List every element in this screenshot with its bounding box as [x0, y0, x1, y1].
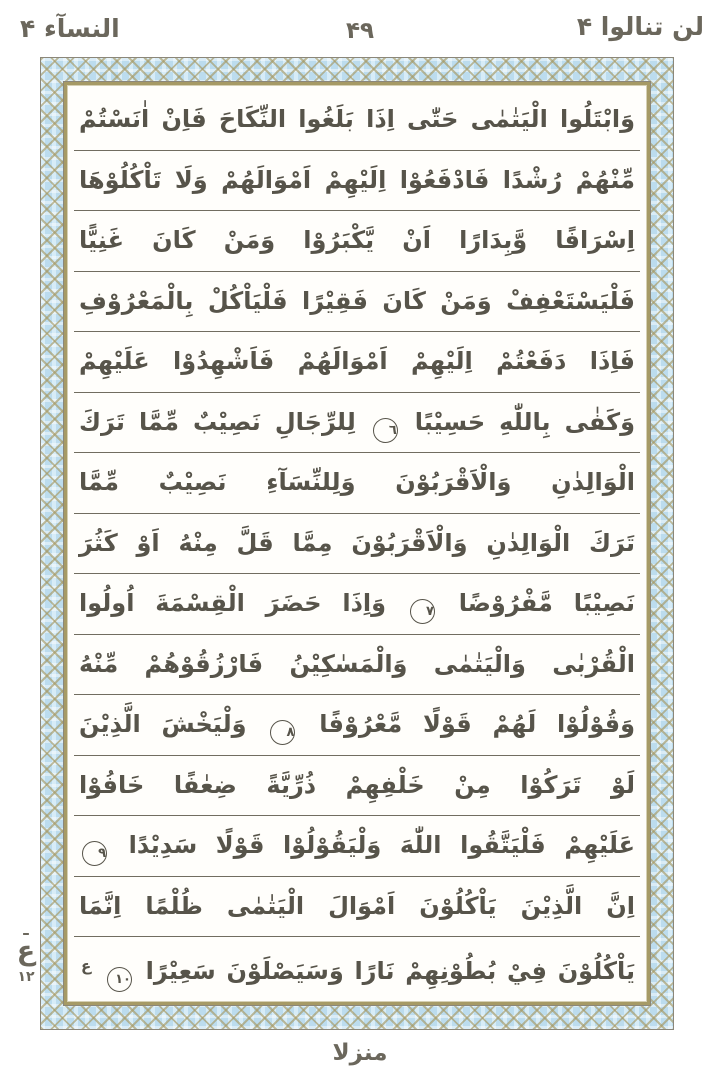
quran-line-14 — [74, 877, 640, 938]
ruku-margin-marker — [12, 920, 40, 985]
verse-lines — [74, 90, 640, 997]
verse-text: اِسْرَافًا وَّبِدَارًا اَنْ يَّكْبَرُوْا وَمَنْ كَانَ غَنِيًّا — [79, 226, 635, 255]
quran-line-13 — [74, 816, 640, 877]
quran-line-10 — [74, 635, 640, 696]
page-number: ۴۹ — [345, 18, 375, 44]
ruku-number: ۱۲ — [17, 969, 35, 985]
quran-line-1 — [74, 90, 640, 151]
ruku-ain-letter: ع — [16, 936, 36, 967]
verse-text: وَكَفٰى بِاللّٰهِ حَسِيْبًا — [414, 407, 635, 436]
verse-text: تَرَكَ الْوَالِدٰنِ وَالْاَقْرَبُوْنَ مِمَّا قَلَّ مِنْهُ اَوْ كَثُرَ — [79, 528, 635, 557]
verse-text: فَلْيَسْتَعْفِفْ وَمَنْ كَانَ فَقِيْرًا فَلْيَاْكُلْ بِالْمَعْرُوْفِ — [79, 286, 635, 315]
quran-line-7 — [74, 453, 640, 514]
aya-end-marker: ٦ — [373, 418, 398, 443]
quran-line-11 — [74, 695, 640, 756]
verse-text: فَاِذَا دَفَعْتُمْ اِلَيْهِمْ اَمْوَالَهُمْ فَاَشْهِدُوْا عَلَيْهِمْ — [79, 347, 635, 376]
aya-end-marker: ٩ — [82, 841, 107, 866]
verse-text: مِّنْهُمْ رُشْدًا فَادْفَعُوْا اِلَيْهِمْ اَمْوَالَهُمْ وَلَا تَاْكُلُوْهَا — [79, 165, 635, 194]
ruku-end-mark: ع — [81, 957, 92, 976]
aya-end-marker: ٧ — [410, 599, 435, 624]
verse-text: وَقُوْلُوْا لَهُمْ قَوْلًا مَّعْرُوْفًا — [319, 710, 636, 739]
quran-line-4 — [74, 272, 640, 333]
aya-end-marker: ١٠ — [107, 967, 132, 992]
quran-line-12 — [74, 756, 640, 817]
decorative-border-frame — [40, 57, 674, 1030]
page-header — [0, 6, 720, 52]
aya-end-marker: ٨ — [270, 720, 295, 745]
juz-name-marker: لن تنالوا ۴ — [576, 12, 704, 41]
verse-text: اِنَّ الَّذِيْنَ يَاْكُلُوْنَ اَمْوَالَ الْيَتٰمٰى ظُلْمًا اِنَّمَا — [79, 891, 635, 920]
ruku-dash: ـ — [23, 920, 29, 939]
quran-line-15 — [74, 937, 640, 997]
verse-text: وَاِذَا حَضَرَ الْقِسْمَةَ اُولُوا — [79, 589, 387, 618]
text-area — [64, 82, 650, 1005]
verse-text: وَلْيَخْشَ الَّذِيْنَ — [79, 710, 247, 739]
quran-line-5 — [74, 332, 640, 393]
verse-text: الْوَالِدٰنِ وَالْاَقْرَبُوْنَ وَلِلنِّسَآءِ نَصِيْبٌ مِّمَّا — [79, 468, 635, 497]
quran-line-6 — [74, 393, 640, 454]
verse-text: وَابْتَلُوا الْيَتٰمٰى حَتّٰى اِذَا بَلَغُوا النِّكَاحَ فَاِنْ اٰنَسْتُمْ — [79, 105, 635, 133]
quran-line-8 — [74, 514, 640, 575]
verse-text: الْقُرْبٰى وَالْيَتٰمٰى وَالْمَسٰكِيْنُ فَارْزُقُوْهُمْ مِّنْهُ — [79, 649, 635, 678]
verse-text: نَصِيْبًا مَّفْرُوْضًا — [458, 589, 635, 618]
verse-text: لِلرِّجَالِ نَصِيْبٌ مِّمَّا تَرَكَ — [79, 407, 356, 436]
quran-line-2 — [74, 151, 640, 212]
quran-line-9 — [74, 574, 640, 635]
verse-text: لَوْ تَرَكُوْا مِنْ خَلْفِهِمْ ذُرِّيَّةً ضِعٰفًا خَافُوْا — [79, 770, 635, 799]
verse-text: يَاْكُلُوْنَ فِيْ بُطُوْنِهِمْ نَارًا وَسَيَصْلَوْنَ سَعِيْرًا — [145, 957, 636, 986]
catchword: منزلا — [332, 1040, 388, 1066]
quran-line-3 — [74, 211, 640, 272]
surah-name-marker: النسآء ۴ — [20, 14, 120, 43]
verse-text: عَلَيْهِمْ فَلْيَتَّقُوا اللّٰهَ وَلْيَقُوْلُوْا قَوْلًا سَدِيْدًا — [128, 831, 636, 860]
